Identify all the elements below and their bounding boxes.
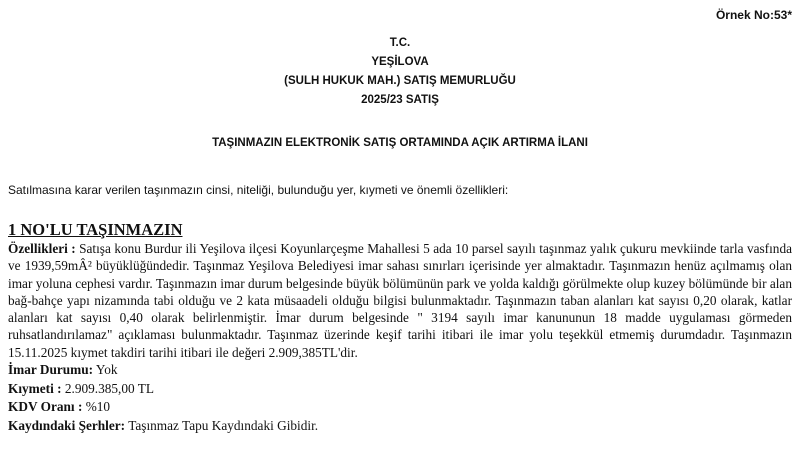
- header-file-number: 2025/23 SATIŞ: [361, 94, 439, 106]
- appraised-value-row: [8, 380, 792, 399]
- property-features: [8, 240, 792, 361]
- announcement-title: TAŞINMAZIN ELEKTRONİK SATIŞ ORTAMINDA AÇIK ARTIRMA İLANI: [212, 137, 588, 149]
- value-label: Kıymeti :: [8, 380, 62, 396]
- registry-annotations-row: [8, 417, 792, 436]
- property-section: [8, 220, 792, 435]
- header-office-town: YEŞİLOVA: [371, 56, 429, 68]
- value-value: 2.909.385,00 TL: [61, 380, 155, 396]
- zoning-status-row: [8, 361, 792, 380]
- zoning-label: İmar Durumu:: [8, 362, 94, 378]
- property-title: 1 NO'LU TAŞINMAZIN: [8, 220, 183, 239]
- conditions-value: Taşınmaz Tapu Kaydındaki Gibidir.: [125, 417, 319, 433]
- header-office-name: (SULH HUKUK MAH.) SATIŞ MEMURLUĞU: [284, 75, 516, 87]
- features-text: Satışa konu Burdur ili Yeşilova ilçesi Koyunlarçeşme Mahallesi 5 ada 10 parsel sayılı taşınmaz yalık çukuru mevkiinde tarla vasfında ve 1939,59mÂ² büyüklüğündedir. Taşınmaz Yeşilova Belediyesi imar sahası sınırları içerisinde yer almaktadır. Taşınmazın henüz açılmamış olan imar yoluna cephesi vardır. Taşınmazın imar durum belgesinde büyük bölümünün park ve yolda kaldığı görülmekte olup kuzey bölümünde bir alan bağ-bahçe yapı nizamında tabi olduğu ve 2 kata müsaadeli olduğu bilgisi bulunmaktadır. Taşınmazın taban alanları kat sayısı 0,20 olarak, katlar alanları kat sayısı 0,40 olarak belirlenmiştir. İmar durum belgesinde " 3194 sayılı imar kanununun 18 madde uygulaması görmeden ruhsatlandırılamaz" açıklaması bulunmaktadır. Taşınmaz üzerinde keşif tarihi itibari ile imar yolu teşekkül etmemiş durumdadır. Taşınmazın 15.11.2025 kıymet takdiri tarihi itibari ile değeri 2.909,385TL'dir.: [8, 241, 792, 360]
- intro-text: Satılmasına karar verilen taşınmazın cinsi, niteliği, bulunduğu yer, kıymeti ve önemli özellikleri:: [8, 183, 509, 197]
- header-tc: T.C.: [389, 37, 411, 49]
- zoning-value: Yok: [93, 362, 118, 378]
- sample-number: Örnek No:53*: [715, 8, 792, 22]
- vat-label: KDV Oranı :: [8, 399, 83, 415]
- conditions-label: Kaydındaki Şerhler:: [8, 417, 126, 433]
- document-header: [0, 34, 800, 110]
- vat-value: %10: [82, 399, 111, 415]
- vat-rate-row: [8, 398, 792, 417]
- features-label: Özellikleri :: [8, 241, 76, 256]
